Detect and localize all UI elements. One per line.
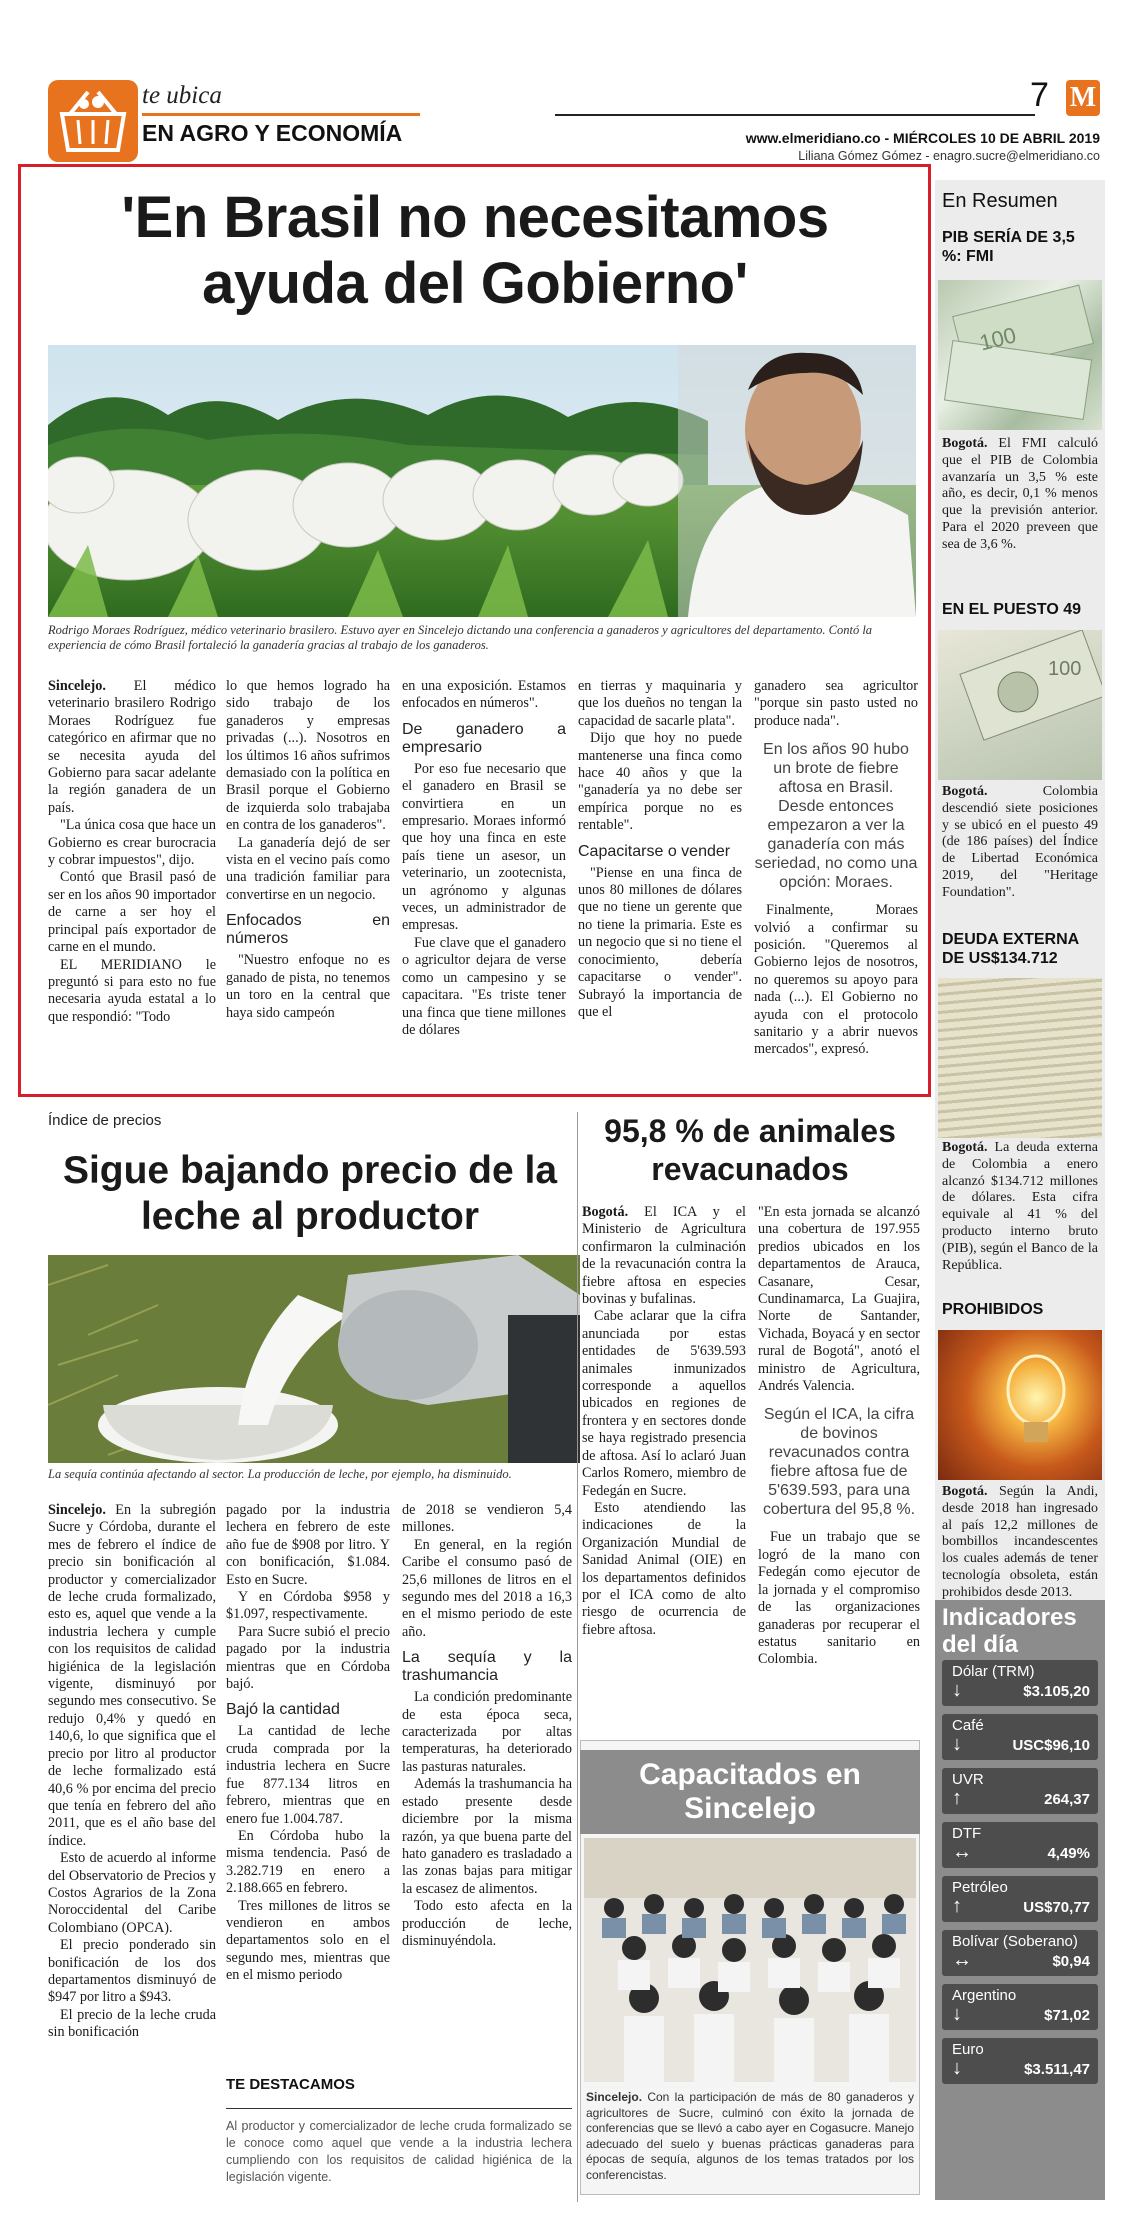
paragraph: ganadero sea agricultor "porque sin pasto usted no produce nada". [754,678,918,729]
dateline: Bogotá. [942,1140,988,1155]
paragraph: En general, en la región Caribe el consumo pasó de 25,6 millones de litros en el segundo mes del 2018 a 16,3 en el mismo periodo de este año. [402,1536,572,1640]
indicator-name: DTF [952,1825,982,1842]
lead-headline: 'En Brasil no necesitamos ayuda del Gobierno' [121,185,829,316]
milk-col-3 [402,1502,572,1950]
indicator-item [942,1714,1098,1760]
indicator-item [942,1660,1098,1706]
column-divider [577,1112,578,2202]
indicator-value: $71,02 [1044,2007,1090,2024]
pull-quote: En los años 90 hubo un brote de fiebre aftosa en Brasil. Desde entonces empezaron a ver la ganadería con más seriedad, no como una opción: Moraes. [754,741,918,892]
paragraph: Para Sucre subió el precio pagado por la industria mientras que en Córdoba bajó. [226,1623,390,1693]
arrow-both-icon: ↔ [952,1949,972,1971]
vaccine-headline: 95,8 % de animales revacunados [604,1113,896,1187]
milk-col-2 [226,1502,390,1985]
capacitados-title: Capacitados en Sincelejo [580,1750,920,1834]
lead-col-2 [226,678,390,1022]
indicator-item [942,1984,1098,2030]
pull-quote: Según el ICA, la cifra de bovinos revacunados contra fiebre aftosa fue de 5'639.593, para una cobertura del 95,8 %. [762,1406,916,1519]
paragraph: "En esta jornada se alcanzó una cobertura de 197.955 predios ubicados en los departamentos de Arauca, Casanare, Cesar, Cundinamarca, La Guajira, Norte de Santander, Vichada, Boyacá y en sector rural de Bogotá", anotó el ministro de Agricultura, Andrés Valencia. [758,1204,920,1395]
paragraph: Fue clave que el ganadero o agricultor dejara de verse como un campesino y se capacitara. "Es triste tener una finca que tiene millones de dólares [402,934,566,1038]
milk-col-1 [48,1502,216,2042]
paragraph: Y en Córdoba $958 y $1.097, respectivamente. [226,1589,390,1623]
sidebar-item-head: PIB SERÍA DE 3,5 %: FMI [942,229,1075,265]
paragraph: Finalmente, Moraes volvió a confirmar su posición. "Queremos al Gobierno lejos de nosotros, no queremos su apoyo para nada (...). El Gobierno no ayuda con el protocolo sanitario y a abrir nuevos mercados", expresó. [754,902,918,1058]
paragraph: Contó que Brasil pasó de ser en los años 90 importador de carne a ser hoy el principal país exportador de carne en el mundo. [48,869,216,956]
arrow-down-icon: ↓ [952,1733,962,1755]
dollar-bills-image [938,630,1102,780]
indicator-item [942,1822,1098,1868]
capacitados-caption [586,2090,914,2183]
paragraph: Colombia descendió siete posiciones y se ubicó en el puesto 49 (de 186 países) del Índice de Libertad Económica 2019, del "Heritage Foundation". [942,784,1098,900]
banknotes-image [938,280,1102,430]
section-rule [142,113,420,116]
paragraph: Cabe aclarar que la cifra anunciada por estas entidades de 5'639.593 animales inmunizados corresponde a aquellos ubicados en regiones de frontera y en sectores donde se haya registrado presencia de aftosa. Así lo aclaró Juan Carlos Romero, miembro de Fedegán en Sucre. [582,1308,746,1499]
svg-text:100: 100 [976,322,1019,356]
indicator-item [942,1876,1098,1922]
indicator-name: Petróleo [952,1879,1008,1896]
paragraph: Con la participación de más de 80 ganaderos y agricultores de Sucre, culminó con éxito la jornada de conferencias que se llevó a cabo ayer en Cogasucre. Manejo adecuado del suelo y buenas prácticas ganaderas para épocas de sequía, algunos de los temas tratados por los conferencistas. [586,2090,914,2182]
subheading: Capacitarse o vender [578,842,731,860]
milk-kicker: Índice de precios [48,1112,162,1129]
cash-stack-image [938,978,1102,1138]
arrow-down-icon: ↓ [952,2057,962,2079]
paragraph: En la subregión Sucre y Córdoba, durante el mes de febrero el índice de precio sin bonificación al productor y comercializador de leche cruda formalizado, esto es, aquel que vende a la industria lechera y cumple con los requisitos de calidad higiénica de la legislación vigente, disminuyó por segundo mes consecutivo. Se redujo 0,4% y quedó en 140,6, lo que significa que el precio por litro al productor de leche formalizado está 40,6 % por encima del precio que tenía en febrero del año 2011, que es el año base del índice. [48,1502,216,1849]
page-number: 7 [1030,76,1049,114]
sidebar-item-head: EN EL PUESTO 49 [942,601,1082,618]
subheading: Bajó la cantidad [226,1701,340,1719]
indicators-title: Indicadores del día [942,1604,1077,1658]
paragraph: "Nuestro enfoque no es ganado de pista, no tenemos un toro en la central que haya sido campeón [226,952,390,1021]
svg-text:100: 100 [1048,658,1082,680]
indicator-value: 264,37 [1044,1791,1090,1808]
dateline: Bogotá. [942,1484,988,1499]
vaccine-col-2 [758,1204,920,1669]
section-title: EN AGRO Y ECONOMÍA [142,120,403,146]
sidebar-title: En Resumen [942,190,1058,212]
dateline: Sincelejo. [48,1502,106,1518]
lead-photo [48,345,916,617]
subheading: La sequía y la trashumancia [402,1649,572,1685]
sidebar-item-text [942,436,1098,554]
section-logo [48,80,138,162]
dateline: Bogotá. [582,1204,629,1220]
logo-letter: M [1069,82,1097,113]
destacamos-text: Al productor y comercializador de leche cruda formalizado se le conoce como aquel que vende a la industria lechera cumpliendo con los requisitos de calidad higiénica de la legislación vigente. [226,2119,572,2184]
dateline: Sincelejo. [48,678,106,694]
paragraph: en tierras y maquinaria y que los dueños no tengan la capacidad de sacarle plata". [578,678,742,729]
subheading: Enfocados en números [226,912,390,948]
lead-col-1 [48,678,216,1026]
arrow-up-icon: ↑ [952,1895,962,1917]
lead-col-3 [402,678,566,1039]
paragraph: Tres millones de litros se vendieron en ambos departamentos solo en el segundo mes, mientras que en el mismo periodo [226,1897,390,1984]
arrow-both-icon: ↔ [952,1841,972,1863]
sidebar-item-text [942,1140,1098,1274]
paragraph: El precio de la leche cruda sin bonificación [48,2006,216,2041]
destacamos-title: TE DESTACAMOS [226,2076,355,2093]
paragraph: Dijo que hoy no puede mantenerse una finca como hace 40 años y que la "ganadería ya no debe ser empírica porque no es rentable". [578,730,742,834]
indicator-value: USC$96,10 [1012,1737,1090,1754]
indicator-item [942,2038,1098,2084]
sidebar-item-head: PROHIBIDOS [942,1301,1044,1318]
indicator-value: $3.511,47 [1024,2061,1090,2078]
indicator-name: Bolívar (Soberano) [952,1933,1078,1950]
lead-col-4 [578,678,742,1021]
paragraph: El ICA y el Ministerio de Agricultura confirmaron la culminación de la revacunación contra la fiebre aftosa en especies bovinas y bufalinas. [582,1204,746,1308]
indicator-name: Café [952,1717,984,1734]
indicator-name: Argentino [952,1987,1017,2004]
destacamos-rule [226,2108,572,2109]
newspaper-logo [1066,80,1100,116]
byline: Liliana Gómez Gómez - enagro.sucre@elmeridiano.co [798,149,1100,163]
paragraph: Según la Andi, desde 2018 han ingresado al país 12,2 millones de bombillos incandescentes los cuales además de tener tecnología obsoleta, están prohibidos desde 2013. [942,1484,1098,1600]
sidebar-item-head: DEUDA EXTERNA DE US$134.712 [942,931,1079,967]
dateline: Bogotá. [942,784,988,799]
indicator-name: UVR [952,1771,984,1788]
indicator-name: Dólar (TRM) [952,1663,1035,1680]
paragraph: "La única cosa que hace un Gobierno es crear burocracia y cobrar impuestos", dijo. [48,817,216,869]
sidebar-item-text [942,784,1098,902]
paragraph: Esto atendiendo las indicaciones de la Organización Mundial de Sanidad Animal (OIE) en los departamentos definidos por el ICA como de alto riesgo de ocurrencia de fiebre aftosa. [582,1499,746,1638]
indicator-name: Euro [952,2041,984,2058]
site-date: www.elmeridiano.co - MIÉRCOLES 10 DE ABRIL 2019 [745,130,1100,146]
paragraph: El FMI calculó que el PIB de Colombia avanzaría un 3,5 % este año, es decir, 0,1 % menos que la previsión anterior. Para el 2020 preveen que sea de 3,6 %. [942,436,1098,552]
paragraph: EL MERIDIANO le preguntó si para esto no fue necesaria ayuda estatal a lo que respondió: "Todo [48,956,216,1025]
paragraph: La deuda externa de Colombia a enero alcanzó $134.712 millones de dólares. Esta cifra equivale al 41 % del producto interno bruto (PIB), según el Banco de la República. [942,1140,1098,1273]
paragraph: Por eso fue necesario que el ganadero en Brasil se convirtiera en un empresario. Moraes informó que hoy una finca en este país tiene un asesor, un veterinario, un zootecnista, un agrónomo y algunas veces, un administrador de empresas. [402,760,566,934]
subheading: De ganadero a empresario [402,720,566,756]
milk-photo [48,1255,580,1463]
milk-headline: Sigue bajando precio de la leche al productor [62,1149,558,1238]
indicator-value: $0,94 [1052,1953,1090,1970]
paragraph: En Córdoba hubo la misma tendencia. Pasó de 3.282.719 en enero a 2.188.665 en febrero. [226,1827,390,1897]
paragraph: de 2018 se vendieron 5,4 millones. [402,1502,572,1536]
indicator-value: $3.105,20 [1023,1683,1090,1700]
basket-icon [48,80,138,162]
paragraph: en una exposición. Estamos enfocados en números". [402,678,566,712]
arrow-up-icon: ↑ [952,1787,962,1809]
paragraph: La cantidad de leche cruda comprada por la industria lechera en Sucre fue 877.134 litros en febrero, mientras que en enero fue 1.004.787. [226,1723,390,1827]
lead-col-5 [754,678,918,1059]
paragraph: El precio ponderado sin bonificación de los dos departamentos disminuyó de $947 por litro a $943. [48,1937,216,2006]
paragraph: Fue un trabajo que se logró de la mano con Fedegán como ejecutor de la jornada y el compromiso de las organizaciones ganaderas por recuperar el estatus sanitario en Colombia. [758,1529,920,1668]
indicator-item [942,1768,1098,1814]
section-kicker: te ubica [142,82,222,109]
indicator-value: 4,49% [1047,1845,1090,1862]
capacitados-photo [584,1838,916,2082]
indicator-item [942,1930,1098,1976]
paragraph: La condición predominante de esta época seca, caracterizada por altas temperaturas, ha deteriorado las pasturas naturales. [402,1689,572,1775]
milk-photo-caption: La sequía continúa afectando al sector. La producción de leche, por ejemplo, ha disminuido. [48,1467,512,1481]
dateline: Bogotá. [942,436,988,451]
header-rule [555,114,1035,116]
paragraph: Todo esto afecta en la producción de leche, disminuyéndola. [402,1898,572,1949]
paragraph: Además la trashumancia ha estado presente desde diciembre por la misma razón, ya que buena parte del hato ganadero es trasladado a las zonas bajas para mitigar la escasez de alimentos. [402,1776,572,1897]
arrow-down-icon: ↓ [952,2003,962,2025]
paragraph: Esto de acuerdo al informe del Observatorio de Precios y Costos Agrarios de la Zona Noroccidental del Caribe Colombiano (OPCA). [48,1850,216,1936]
vaccine-col-1 [582,1204,746,1639]
lightbulb-image [938,1330,1102,1480]
paragraph: pagado por la industria lechera en febrero de este año fue de $908 por litro. Y con bonificación, $1.084. Esto en Sucre. [226,1502,390,1588]
paragraph: La ganadería dejó de ser vista en el vecino país como una tradición familiar para convertirse en un negocio. [226,834,390,903]
paragraph: El médico veterinario brasilero Rodrigo Moraes Rodríguez fue categórico en afirmar que no se necesita ayuda del Gobierno para sacar adelante la región ganadera de un país. [48,678,216,816]
paragraph: "Piense en una finca de unos 80 millones de dólares que no tiene un gerente que no tiene la primaria. Este es un negocio que si no tiene el conocimiento, debería capacitarse o vender". Subrayó la importancia de que el [578,864,742,1020]
paragraph: lo que hemos logrado ha sido trabajo de los ganaderos y empresas privadas (...). Nosotros en los últimos 16 años sufrimos demasiado con la política en Brasil porque el Gobierno de izquierda solo trabajaba en contra de los ganaderos". [226,678,390,834]
lead-photo-caption: Rodrigo Moraes Rodríguez, médico veterinario brasilero. Estuvo ayer en Sincelejo dictando una conferencia a ganaderos y agricultores del departamento. Contó la experiencia de cómo Brasil fortaleció la ganadería gracias al trabajo de los ganaderos. [48,623,873,652]
indicator-value: US$70,77 [1023,1899,1090,1916]
dateline: Sincelejo. [586,2090,643,2104]
arrow-down-icon: ↓ [952,1679,962,1701]
sidebar-item-text [942,1484,1098,1602]
